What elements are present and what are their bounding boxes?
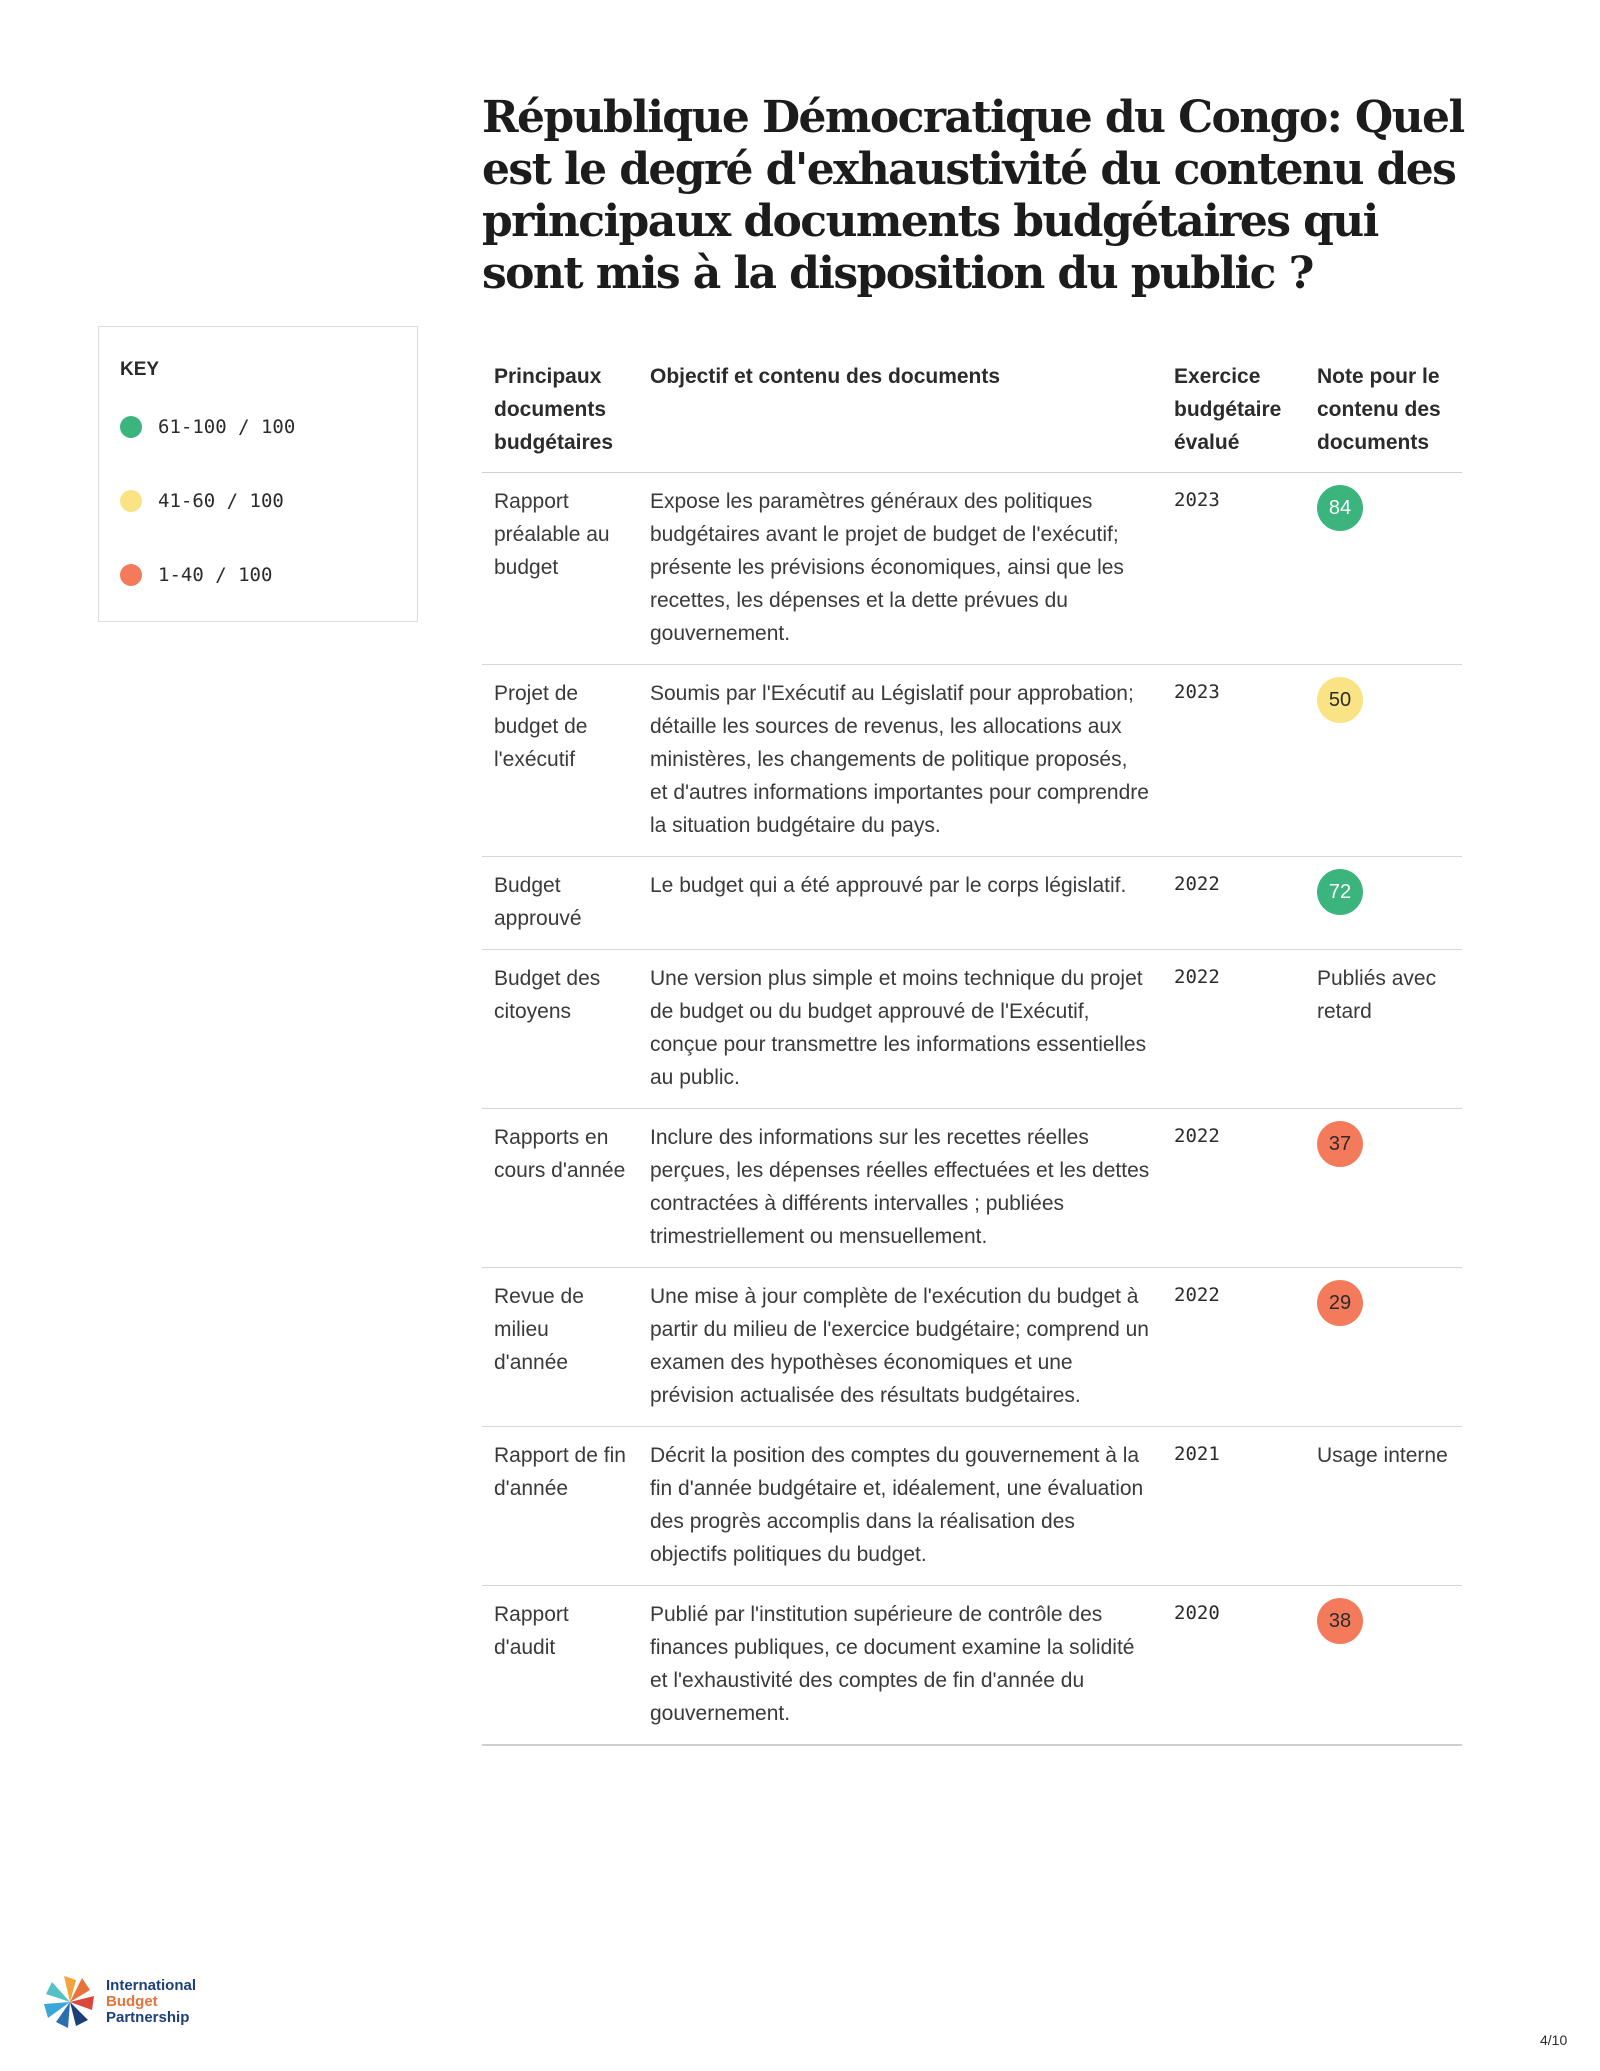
document-description: Le budget qui a été approuvé par le corps législatif.	[638, 857, 1162, 950]
page-title: République Démocratique du Congo: Quel est le degré d'exhaustivité du contenu des principaux documents budgétaires qui sont mis à la disposition du public ?	[482, 92, 1464, 299]
document-description: Soumis par l'Exécutif au Législatif pour approbation; détaille les sources de revenus, les allocations aux ministères, les changements de politique proposés, et d'autres informations importantes pour comprendre la situation budgétaire du pays.	[638, 665, 1162, 857]
header-objective: Objectif et contenu des documents	[638, 346, 1162, 473]
ibp-pinwheel-logo-icon	[40, 1972, 100, 2032]
green-dot-icon	[120, 416, 142, 438]
score-cell	[1305, 1586, 1462, 1746]
document-name: Budget approuvé	[482, 857, 638, 950]
logo-line: International	[106, 1977, 197, 1994]
key-legend	[98, 326, 418, 622]
table-row	[482, 1268, 1462, 1427]
document-description: Une mise à jour complète de l'exécution du budget à partir du milieu de l'exercice budgétaire; comprend un examen des hypothèses économiques et une prévision actualisée des résultats budgétaires.	[638, 1268, 1162, 1427]
score-badge: 37	[1317, 1121, 1363, 1167]
score-cell	[1305, 857, 1462, 950]
score-cell	[1305, 1427, 1462, 1586]
score-badge: 29	[1317, 1280, 1363, 1326]
document-description: Expose les paramètres généraux des politiques budgétaires avant le projet de budget de l'exécutif; présente les prévisions économiques, ainsi que les recettes, les dépenses et la dette prévues du gouvernement.	[638, 473, 1162, 665]
fiscal-year: 2022	[1162, 950, 1305, 1109]
score-cell	[1305, 665, 1462, 857]
document-name: Projet de budget de l'exécutif	[482, 665, 638, 857]
budget-documents-table	[482, 346, 1462, 1746]
document-name: Budget des citoyens	[482, 950, 638, 1109]
score-cell	[1305, 1268, 1462, 1427]
key-label: 41-60 / 100	[158, 490, 284, 512]
table-row	[482, 950, 1462, 1109]
table-row	[482, 857, 1462, 950]
document-name: Rapports en cours d'année	[482, 1109, 638, 1268]
document-description: Inclure des informations sur les recettes réelles perçues, les dépenses réelles effectuées et les dettes contractées à différents intervalles ; publiées trimestriellement ou mensuellement.	[638, 1109, 1162, 1268]
score-note: Usage interne	[1317, 1444, 1448, 1467]
key-item-mid	[120, 489, 284, 513]
table-row	[482, 665, 1462, 857]
ibp-logo	[40, 1972, 196, 2032]
table-row	[482, 1109, 1462, 1268]
document-description: Décrit la position des comptes du gouvernement à la fin d'année budgétaire et, idéalement, une évaluation des progrès accomplis dans la réalisation des objectifs politiques du budget.	[638, 1427, 1162, 1586]
fiscal-year: 2022	[1162, 857, 1305, 950]
document-name: Revue de milieu d'année	[482, 1268, 638, 1427]
table-row	[482, 473, 1462, 665]
logo-line: Budget	[106, 1993, 158, 2010]
fiscal-year: 2023	[1162, 473, 1305, 665]
document-description: Publié par l'institution supérieure de contrôle des finances publiques, ce document examine la solidité et l'exhaustivité des comptes de fin d'année du gouvernement.	[638, 1586, 1162, 1746]
document-name: Rapport d'audit	[482, 1586, 638, 1746]
score-note: Publiés avec retard	[1317, 967, 1437, 1023]
key-item-high	[120, 415, 295, 439]
logo-line: Partnership	[106, 2009, 190, 2026]
table-header-row	[482, 346, 1462, 473]
red-dot-icon	[120, 564, 142, 586]
fiscal-year: 2022	[1162, 1109, 1305, 1268]
score-badge: 84	[1317, 485, 1363, 531]
key-label: 1-40 / 100	[158, 564, 273, 586]
key-label: 61-100 / 100	[158, 416, 296, 438]
yellow-dot-icon	[120, 490, 142, 512]
document-name: Rapport préalable au budget	[482, 473, 638, 665]
fiscal-year: 2023	[1162, 665, 1305, 857]
table-row	[482, 1427, 1462, 1586]
score-badge: 72	[1317, 869, 1363, 915]
logo-text	[106, 1978, 196, 2026]
document-description: Une version plus simple et moins technique du projet de budget ou du budget approuvé de l'Exécutif, conçue pour transmettre les informations essentielles au public.	[638, 950, 1162, 1109]
key-item-low	[120, 563, 272, 587]
header-documents: Principaux documents budgétaires	[482, 346, 638, 473]
header-score: Note pour le contenu des documents	[1305, 346, 1462, 473]
fiscal-year: 2022	[1162, 1268, 1305, 1427]
score-badge: 50	[1317, 677, 1363, 723]
key-title: KEY	[120, 359, 160, 380]
fiscal-year: 2020	[1162, 1586, 1305, 1746]
score-cell	[1305, 950, 1462, 1109]
score-cell	[1305, 473, 1462, 665]
header-fiscal-year: Exercice budgétaire évalué	[1162, 346, 1305, 473]
table-row	[482, 1586, 1462, 1746]
document-name: Rapport de fin d'année	[482, 1427, 638, 1586]
score-cell	[1305, 1109, 1462, 1268]
fiscal-year: 2021	[1162, 1427, 1305, 1586]
score-badge: 38	[1317, 1598, 1363, 1644]
page-number: 4/10	[1540, 2032, 1568, 2048]
